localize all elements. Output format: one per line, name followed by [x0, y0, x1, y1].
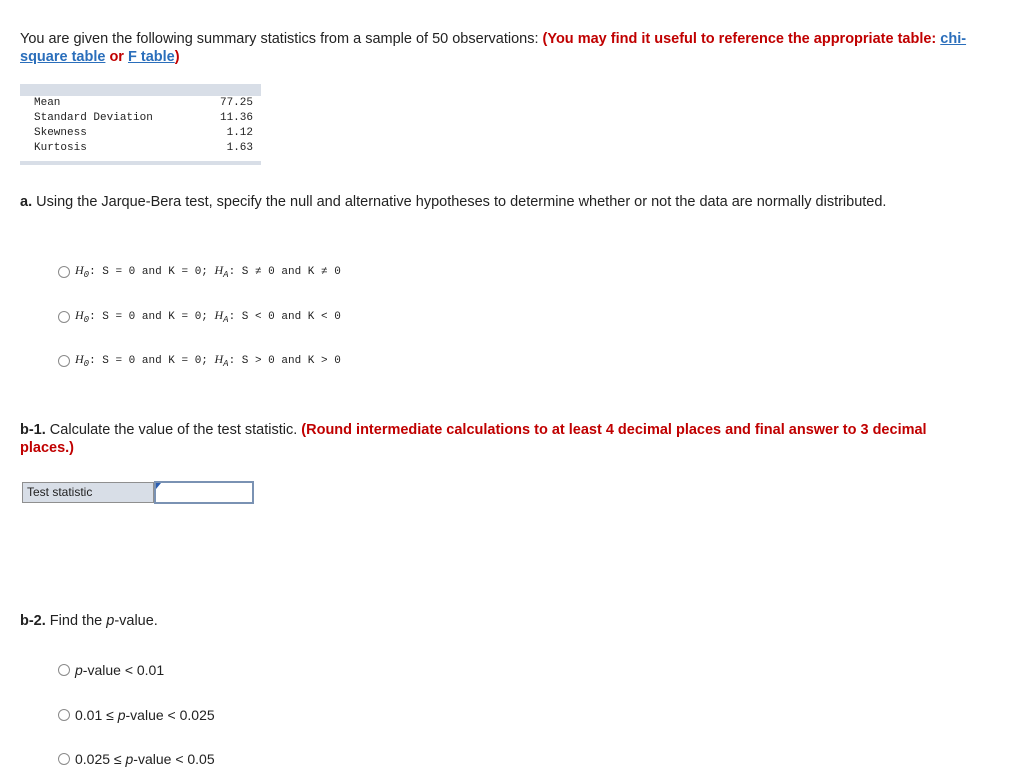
test-statistic-input[interactable]: [156, 483, 256, 504]
table-row: Skewness 1.12: [34, 127, 253, 139]
radio-button[interactable]: [58, 709, 70, 721]
part-b2-question: b-2. Find the p-value.: [20, 613, 158, 629]
chi-square-table-link[interactable]: chi-square table: [20, 31, 967, 65]
intro-paragraph: [20, 30, 980, 66]
radio-button[interactable]: [58, 311, 70, 323]
table-row: Mean 77.25: [34, 97, 253, 109]
summary-statistics-table: [20, 84, 261, 165]
p-value-option-3[interactable]: 0.025 ≤ p-value < 0.05: [58, 751, 215, 767]
p-value-option-2[interactable]: 0.01 ≤ p-value < 0.025: [58, 707, 215, 723]
radio-button[interactable]: [58, 664, 70, 676]
test-statistic-label: Test statistic: [22, 482, 154, 503]
table-row: Standard Deviation 11.36: [34, 112, 253, 124]
table-row: Kurtosis 1.63: [34, 142, 253, 154]
table-bottom-bar: [20, 161, 261, 165]
table-top-bar: [20, 84, 261, 96]
f-table-link[interactable]: F table: [127, 49, 175, 65]
radio-button[interactable]: [58, 355, 70, 367]
part-a-question: a. Using the Jarque-Bera test, specify the null and alternative hypotheses to determine whether or not the data are normally distributed.: [20, 194, 887, 210]
test-statistic-field-box[interactable]: [154, 481, 254, 504]
hypothesis-option-3[interactable]: $H_0$: S = 0 and K = 0; $H_A$: S > 0 and K > 0: [58, 352, 341, 369]
p-value-option-1[interactable]: p-value < 0.01: [58, 662, 164, 678]
radio-button[interactable]: [58, 753, 70, 765]
rounding-note: (Round intermediate calculations to at least 4 decimal places and final answer to 3 decimal places.): [20, 422, 927, 456]
hypothesis-option-2[interactable]: $H_0$: S = 0 and K = 0; $H_A$: S < 0 and K < 0: [58, 308, 341, 325]
table-reference-note: (You may find it useful to reference the appropriate table: chi-square table or F table): [20, 31, 967, 65]
intro-text: You are given the following summary statistics from a sample of 50 observations:: [20, 31, 543, 47]
hypothesis-option-1[interactable]: $H_0$: S = 0 and K = 0; $H_A$: S ≠ 0 and K ≠ 0: [58, 263, 341, 280]
part-b1-question: b-1. Calculate the value of the test statistic. (Round intermediate calculations to at least 4 decimal places and final answer to 3 decimal places.): [20, 422, 927, 456]
radio-button[interactable]: [58, 266, 70, 278]
test-statistic-answer-row: [22, 482, 254, 504]
